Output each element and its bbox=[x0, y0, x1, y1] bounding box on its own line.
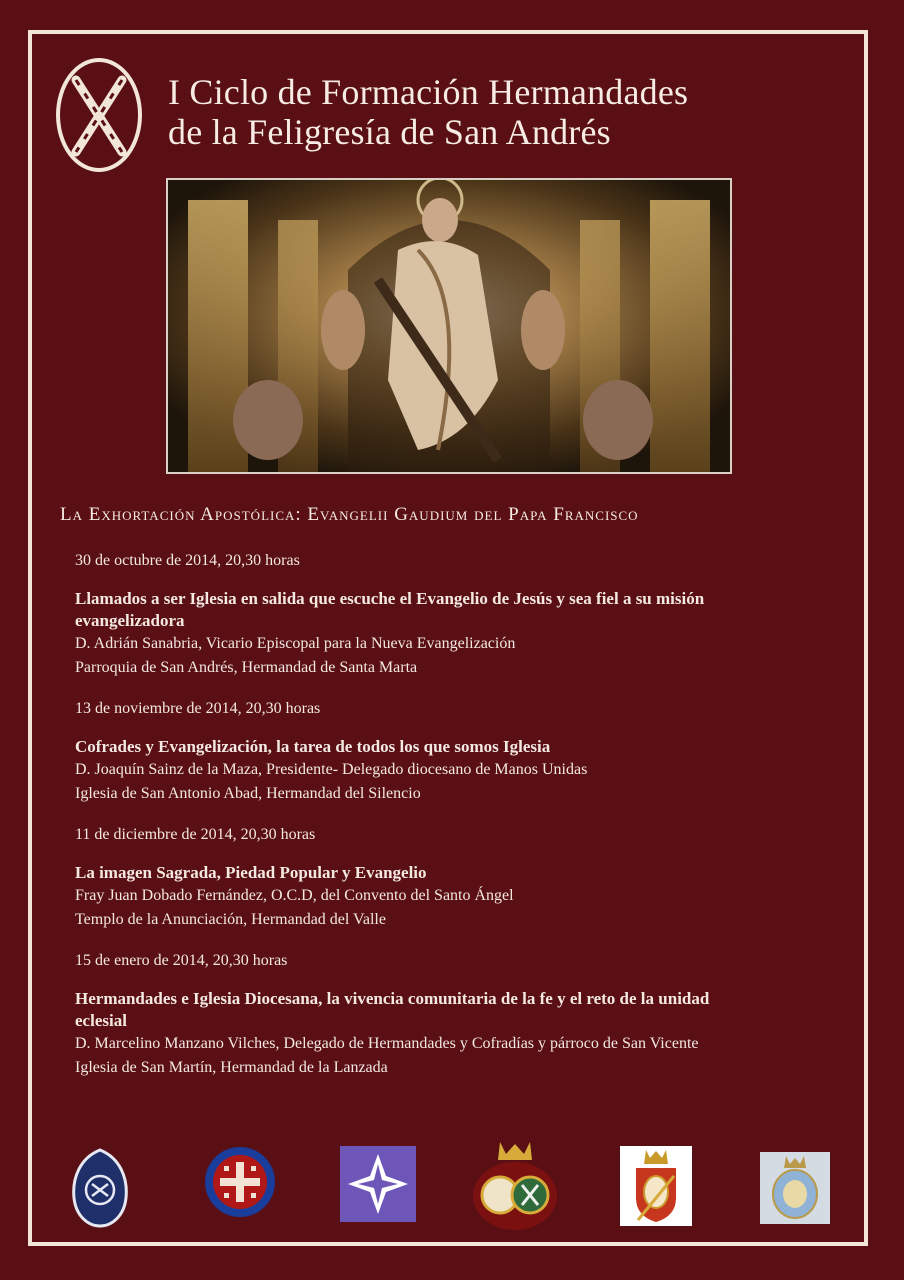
crowned-shield-emblem-icon bbox=[620, 1146, 692, 1226]
event-topic-line: Cofrades y Evangelización, la tarea de todos los que somos Iglesia bbox=[75, 737, 551, 756]
event-speaker: Fray Juan Dobado Fernández, O.C.D, del Convento del Santo Ángel bbox=[75, 887, 514, 904]
event-item bbox=[75, 950, 865, 1080]
saint-andrew-cross-icon bbox=[54, 56, 144, 174]
event-topic bbox=[75, 988, 865, 1032]
silencio-emblem-icon bbox=[70, 1148, 130, 1228]
jerusalem-cross-emblem-icon bbox=[202, 1144, 278, 1220]
event-item bbox=[75, 698, 865, 806]
event-date: 11 de diciembre de 2014, 20,30 horas bbox=[75, 826, 316, 843]
event-item bbox=[75, 550, 865, 680]
page-title bbox=[168, 72, 848, 152]
event-topic bbox=[75, 862, 865, 884]
crowned-oval-emblem-icon bbox=[760, 1152, 830, 1224]
event-date: 15 de enero de 2014, 20,30 horas bbox=[75, 952, 288, 969]
event-list bbox=[75, 550, 865, 1080]
event-topic bbox=[75, 588, 865, 632]
title-line-1: I Ciclo de Formación Hermandades bbox=[168, 72, 689, 112]
event-topic-line: eclesial bbox=[75, 1011, 127, 1030]
event-speaker: D. Joaquín Sainz de la Maza, Presidente- Delegado diocesano de Manos Unidas bbox=[75, 761, 588, 778]
event-topic-line: evangelizadora bbox=[75, 611, 185, 630]
maltese-cross-emblem-icon bbox=[340, 1146, 416, 1222]
subtitle: La Exhortación Apostólica: Evangelii Gaudium del Papa Francisco bbox=[60, 504, 639, 525]
event-topic-line: La imagen Sagrada, Piedad Popular y Evangelio bbox=[75, 863, 427, 882]
saint-andrew-altarpiece-image bbox=[166, 178, 732, 474]
event-venue: Parroquia de San Andrés, Hermandad de Santa Marta bbox=[75, 659, 418, 676]
event-speaker: D. Marcelino Manzano Vilches, Delegado de Hermandades y Cofradías y párroco de San Vicente bbox=[75, 1035, 699, 1052]
event-venue: Iglesia de San Martín, Hermandad de la Lanzada bbox=[75, 1059, 388, 1076]
event-venue: Templo de la Anunciación, Hermandad del Valle bbox=[75, 911, 386, 928]
event-speaker: D. Adrián Sanabria, Vicario Episcopal para la Nueva Evangelización bbox=[75, 635, 516, 652]
event-venue: Iglesia de San Antonio Abad, Hermandad del Silencio bbox=[75, 785, 421, 802]
brotherhood-emblems bbox=[60, 1140, 850, 1236]
event-topic-line: Llamados a ser Iglesia en salida que escuche el Evangelio de Jesús y sea fiel a su misión bbox=[75, 589, 705, 608]
title-line-2: de la Feligresía de San Andrés bbox=[168, 112, 611, 152]
event-topic-line: Hermandades e Iglesia Diocesana, la vivencia comunitaria de la fe y el reto de la unidad bbox=[75, 989, 710, 1008]
event-date: 13 de noviembre de 2014, 20,30 horas bbox=[75, 700, 321, 717]
event-item bbox=[75, 824, 865, 932]
event-date: 30 de octubre de 2014, 20,30 horas bbox=[75, 552, 300, 569]
crowned-double-emblem-icon bbox=[470, 1140, 560, 1232]
event-topic bbox=[75, 736, 865, 758]
